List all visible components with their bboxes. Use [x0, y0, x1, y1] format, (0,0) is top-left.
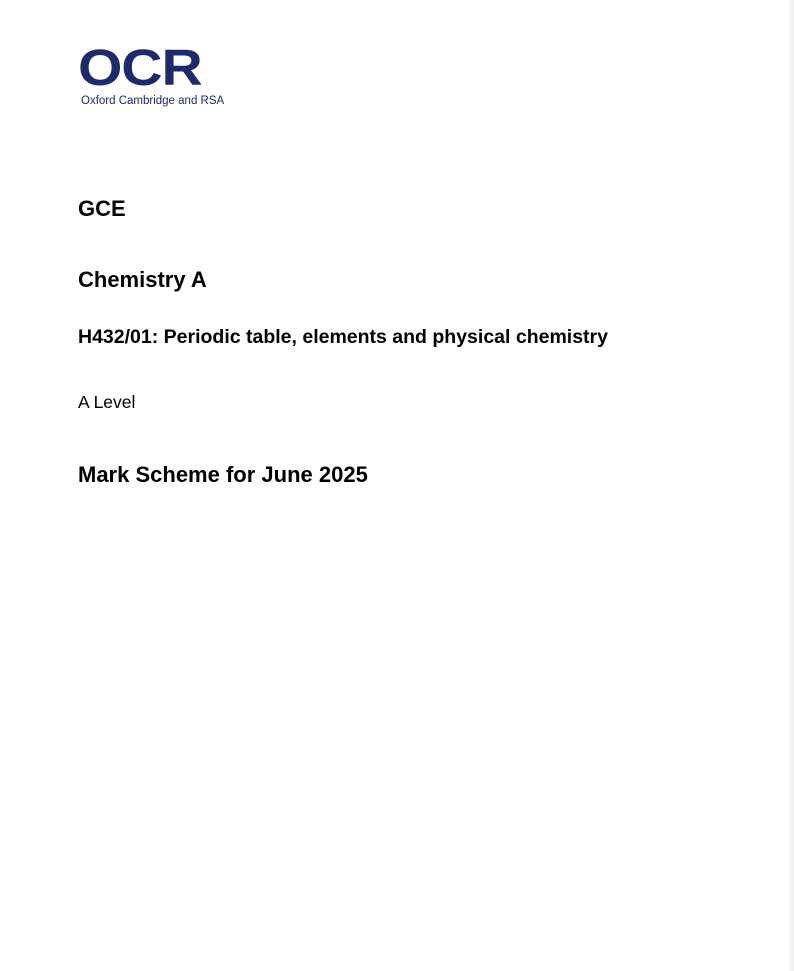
qualification-heading: GCE [78, 196, 126, 221]
page-edge-shadow [788, 0, 794, 971]
ocr-logo [78, 40, 238, 112]
ocr-logo-tagline: Oxford Cambridge and RSA [81, 95, 225, 107]
component-heading: H432/01: Periodic table, elements and physical chemistry [78, 326, 608, 348]
document-title: Mark Scheme for June 2025 [78, 462, 368, 487]
level-text: A Level [78, 392, 136, 412]
subject-heading: Chemistry A [78, 267, 207, 292]
ocr-logo-mark: OCR [78, 39, 202, 96]
